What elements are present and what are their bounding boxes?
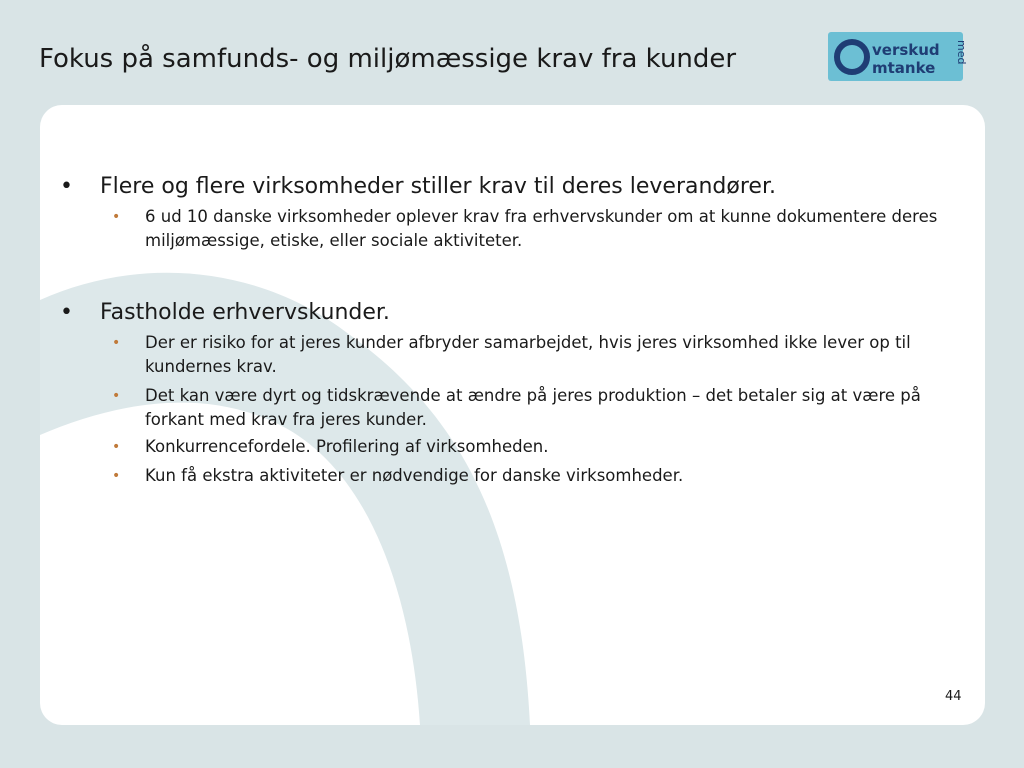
bullet-heading-text: Flere og flere virksomheder stiller krav til deres leverandører. (100, 174, 776, 199)
sub-bullet (112, 435, 982, 459)
bullet-heading-text: Fastholde erhvervskunder. (100, 300, 390, 325)
sub-bullet (112, 205, 982, 253)
sub-bullet-text: 6 ud 10 danske virksomheder oplever krav fra erhvervskunder om at kunne dokumentere deres miljømæssige, etiske, eller sociale aktiviteter. (145, 207, 938, 250)
sub-bullet (112, 384, 982, 432)
bullet-heading (60, 300, 390, 326)
sub-bullet-text: Konkurrencefordele. Profilering af virksomheden. (145, 437, 549, 456)
sub-bullet-dot: • (112, 209, 121, 225)
page-number: 44 (945, 689, 962, 704)
sub-bullet-dot: • (112, 388, 121, 404)
sub-bullet-text: Det kan være dyrt og tidskrævende at ændre på jeres produktion – det betaler sig at være på forkant med krav fra jeres kunder. (145, 386, 921, 429)
sub-bullet-text: Kun få ekstra aktiviteter er nødvendige for danske virksomheder. (145, 466, 684, 485)
slide-title: Fokus på samfunds- og miljømæssige krav fra kunder (39, 44, 737, 74)
bullet-dot: • (60, 174, 73, 199)
logo-o-ring (837, 42, 867, 72)
sub-bullet-dot: • (112, 468, 121, 484)
logo-line2: mtanke (872, 59, 936, 77)
bullet-heading (60, 174, 776, 200)
sub-bullet (112, 331, 982, 379)
sub-bullet-dot: • (112, 335, 121, 351)
logo-graphic (828, 32, 968, 81)
overskud-med-omtanke-logo (828, 32, 968, 81)
bullet-dot: • (60, 300, 73, 325)
sub-bullet-text: Der er risiko for at jeres kunder afbryder samarbejdet, hvis jeres virksomhed ikke lever op til kundernes krav. (145, 333, 911, 376)
logo-line1: verskud (872, 41, 940, 59)
logo-letter: O (851, 63, 853, 64)
sub-bullet (112, 464, 982, 488)
logo-side-text: med (955, 40, 968, 65)
bullet-list (40, 105, 985, 725)
sub-bullet-dot: • (112, 439, 121, 455)
content-panel (40, 105, 985, 725)
